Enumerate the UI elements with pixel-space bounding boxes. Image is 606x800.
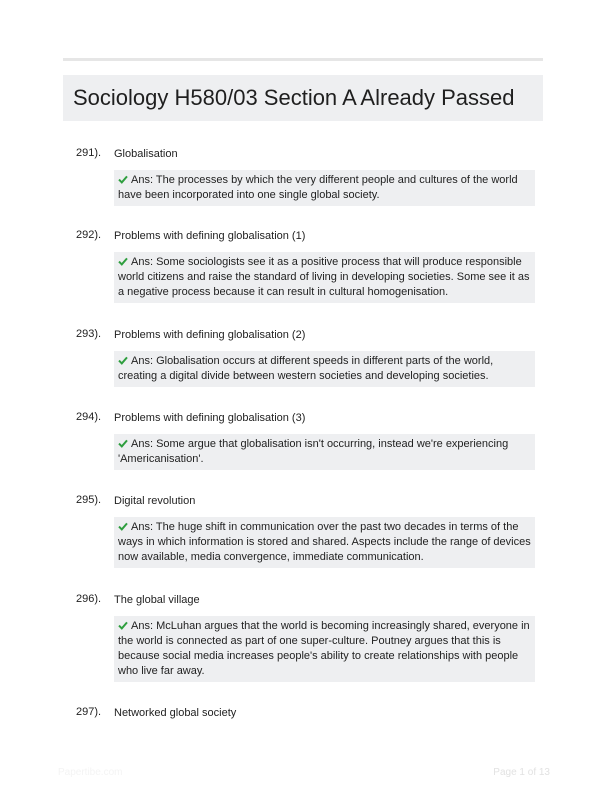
question-text: Digital revolution	[114, 495, 196, 507]
question-number: 294).	[76, 411, 102, 423]
check-icon	[118, 522, 128, 531]
question-text: Problems with defining globalisation (2)	[114, 329, 306, 341]
answer-box	[114, 616, 535, 682]
question-text: Networked global society	[114, 707, 237, 719]
question-text: Problems with defining globalisation (1)	[114, 230, 306, 242]
answer-box	[114, 170, 535, 206]
question-number: 291).	[76, 147, 102, 159]
check-icon	[118, 257, 128, 266]
answer-box	[114, 351, 535, 387]
top-divider	[63, 58, 543, 61]
page-number: Page 1 of 13	[493, 767, 550, 778]
question-text: The global village	[114, 594, 200, 606]
answer-text: Ans: The huge shift in communication over the past two decades in terms of the ways in which information is stored and shared. Aspects include the range of devices now available, media convergence, immediate communication.	[118, 521, 531, 563]
check-icon	[118, 621, 128, 630]
question-text: Globalisation	[114, 148, 178, 160]
question-text: Problems with defining globalisation (3)	[114, 412, 306, 424]
check-icon	[118, 356, 128, 365]
check-icon	[118, 439, 128, 448]
question-number: 293).	[76, 328, 102, 340]
question-number: 295).	[76, 494, 102, 506]
question-number: 297).	[76, 706, 102, 718]
footer-site-watermark: Papertibe.com	[58, 767, 123, 778]
answer-box	[114, 252, 535, 303]
answer-text: Ans: Globalisation occurs at different speeds in different parts of the world, creating a digital divide between western societies and developing societies.	[118, 355, 494, 382]
answer-text: Ans: Some sociologists see it as a positive process that will produce responsible world citizens and raise the standard of living in developing societies. Some see it as a negative process because it can result in cultural homogenisation.	[118, 256, 530, 298]
page-title: Sociology H580/03 Section A Already Passed	[73, 85, 515, 110]
title-bar	[63, 75, 543, 121]
answer-box	[114, 517, 535, 568]
question-number: 292).	[76, 229, 102, 241]
answer-text: Ans: McLuhan argues that the world is becoming increasingly shared, everyone in the world is connected as part of one super-culture. Poutney argues that this is because social media increases people's ability to create relationships with people who live far away.	[118, 620, 530, 677]
check-icon	[118, 175, 128, 184]
question-number: 296).	[76, 593, 102, 605]
answer-text: Ans: Some argue that globalisation isn't occurring, instead we're experiencing 'Americanisation'.	[118, 438, 509, 465]
answer-text: Ans: The processes by which the very different people and cultures of the world have been incorporated into one single global society.	[118, 174, 518, 201]
answer-box	[114, 434, 535, 470]
